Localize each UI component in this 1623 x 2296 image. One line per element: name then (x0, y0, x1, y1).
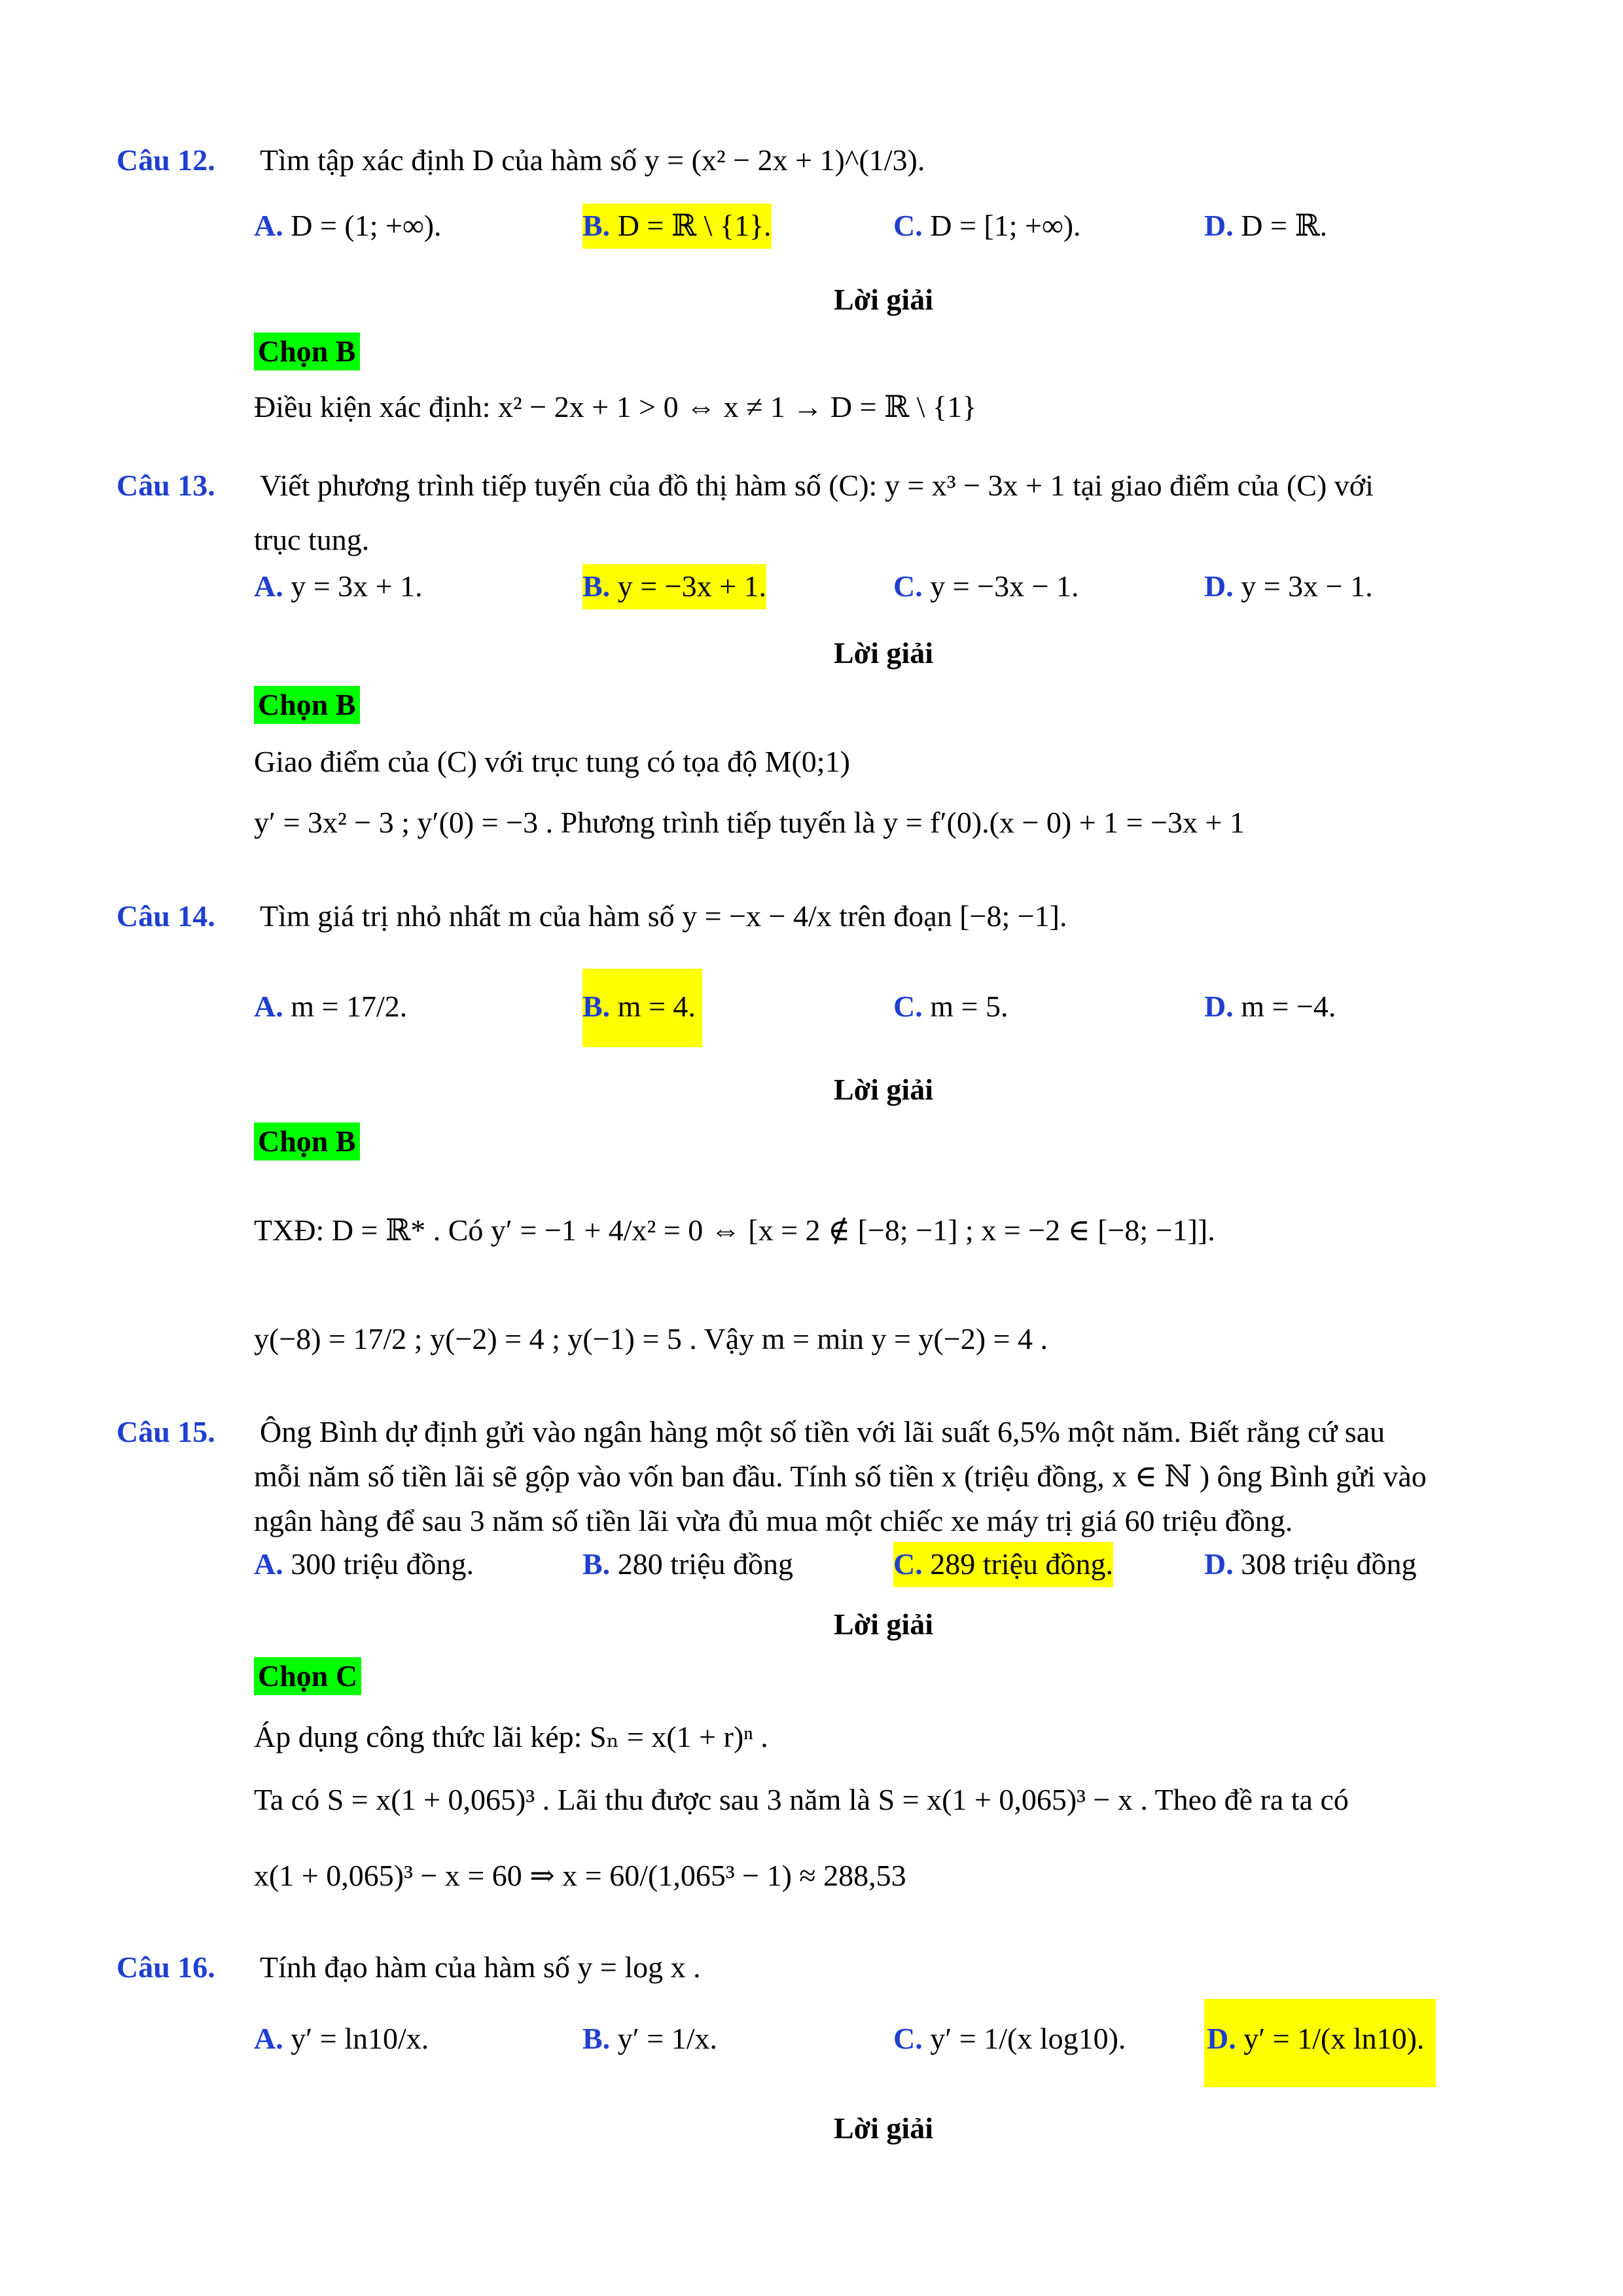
q16-option-d: D. y′ = 1/(x ln10). (1204, 1999, 1436, 2087)
q13-prompt-line1: Viết phương trình tiếp tuyến của đồ thị hàm số (C): y = x³ − 3x + 1 tại giao điểm của (C) với (260, 469, 1374, 502)
q12-option-c: C. D = [1; +∞). (893, 209, 1081, 242)
q13-number: Câu 13. (116, 469, 215, 502)
q16-solution-heading: Lời giải (834, 2111, 933, 2145)
q15-option-d: D. 308 triệu đồng (1204, 1547, 1417, 1581)
q13-solution-heading: Lời giải (834, 636, 933, 670)
q14-option-d: D. m = −4. (1204, 990, 1336, 1023)
q15-prompt-line3: ngân hàng để sau 3 năm số tiền lãi vừa đủ mua một chiếc xe máy trị giá 60 triệu đồng. (254, 1504, 1293, 1537)
q16-option-c: C. y′ = 1/(x log10). (893, 2022, 1126, 2055)
q15-number: Câu 15. (116, 1415, 215, 1448)
q13-option-a: A. y = 3x + 1. (254, 569, 423, 603)
q12-option-a: A. D = (1; +∞). (254, 209, 442, 242)
q12-solution-line: Điều kiện xác định: x² − 2x + 1 > 0 ⇔ x ≠ 1 → D = ℝ \ {1} (254, 390, 977, 423)
q15-option-c: C. 289 triệu đồng. (893, 1545, 1113, 1584)
q15-prompt-line1: Ông Bình dự định gửi vào ngân hàng một số tiền với lãi suất 6,5% một năm. Biết rằng cứ sau (260, 1415, 1385, 1448)
q15-solution-line3: x(1 + 0,065)³ − x = 60 ⇒ x = 60/(1,065³ − 1) ≈ 288,53 (254, 1859, 906, 1892)
q13-prompt-line2: trục tung. (254, 523, 370, 556)
q15-option-b: B. 280 triệu đồng (582, 1547, 793, 1581)
q14-option-b: B. m = 4. (582, 969, 702, 1047)
q15-solution-line2: Ta có S = x(1 + 0,065)³ . Lãi thu được sau 3 năm là S = x(1 + 0,065)³ − x . Theo đề ra ta có (254, 1783, 1349, 1816)
q15-choice: Chọn C (254, 1657, 361, 1695)
q13-option-b: B. y = −3x + 1. (582, 567, 766, 606)
q14-choice: Chọn B (254, 1122, 360, 1160)
q13-solution-line2: y′ = 3x² − 3 ; y′(0) = −3 . Phương trình tiếp tuyến là y = f′(0).(x − 0) + 1 = −3x + 1 (254, 806, 1245, 839)
q13-solution-line1: Giao điểm của (C) với trục tung có tọa độ M(0;1) (254, 745, 850, 778)
q16-prompt: Tính đạo hàm của hàm số y = log x . (260, 1950, 701, 1984)
q12-number: Câu 12. (116, 143, 215, 177)
q15-option-a: A. 300 triệu đồng. (254, 1547, 474, 1581)
q12-option-d: D. D = ℝ. (1204, 209, 1328, 242)
q12-prompt: Tìm tập xác định D của hàm số y = (x² − 2x + 1)^(1/3). (260, 143, 925, 177)
q13-option-d: D. y = 3x − 1. (1204, 569, 1373, 603)
q16-number: Câu 16. (116, 1950, 215, 1984)
q12-solution-heading: Lời giải (834, 283, 933, 316)
q15-solution-heading: Lời giải (834, 1607, 933, 1641)
q14-prompt: Tìm giá trị nhỏ nhất m của hàm số y = −x − 4/x trên đoạn [−8; −1]. (260, 899, 1067, 933)
q14-solution-line1: TXĐ: D = ℝ* . Có y′ = −1 + 4/x² = 0 ⇔ [x = 2 ∉ [−8; −1] ; x = −2 ∈ [−8; −1]]. (254, 1213, 1215, 1247)
q15-prompt-line2: mỗi năm số tiền lãi sẽ gộp vào vốn ban đầu. Tính số tiền x (triệu đồng, x ∈ ℕ ) ông Bình gửi vào (254, 1460, 1427, 1493)
q13-choice: Chọn B (254, 686, 360, 724)
q14-option-a: A. m = 17/2. (254, 990, 408, 1023)
q14-number: Câu 14. (116, 899, 215, 933)
q14-solution-heading: Lời giải (834, 1073, 933, 1106)
q14-solution-line2: y(−8) = 17/2 ; y(−2) = 4 ; y(−1) = 5 . Vậy m = min y = y(−2) = 4 . (254, 1322, 1048, 1355)
q15-solution-line1: Áp dụng công thức lãi kép: Sₙ = x(1 + r)ⁿ . (254, 1720, 768, 1753)
q16-option-b: B. y′ = 1/x. (582, 2022, 717, 2055)
q12-choice: Chọn B (254, 332, 360, 370)
q16-option-a: A. y′ = ln10/x. (254, 2022, 429, 2055)
q13-option-c: C. y = −3x − 1. (893, 569, 1079, 603)
q12-option-b: B. D = ℝ \ {1}. (582, 206, 772, 245)
q14-option-c: C. m = 5. (893, 990, 1008, 1023)
